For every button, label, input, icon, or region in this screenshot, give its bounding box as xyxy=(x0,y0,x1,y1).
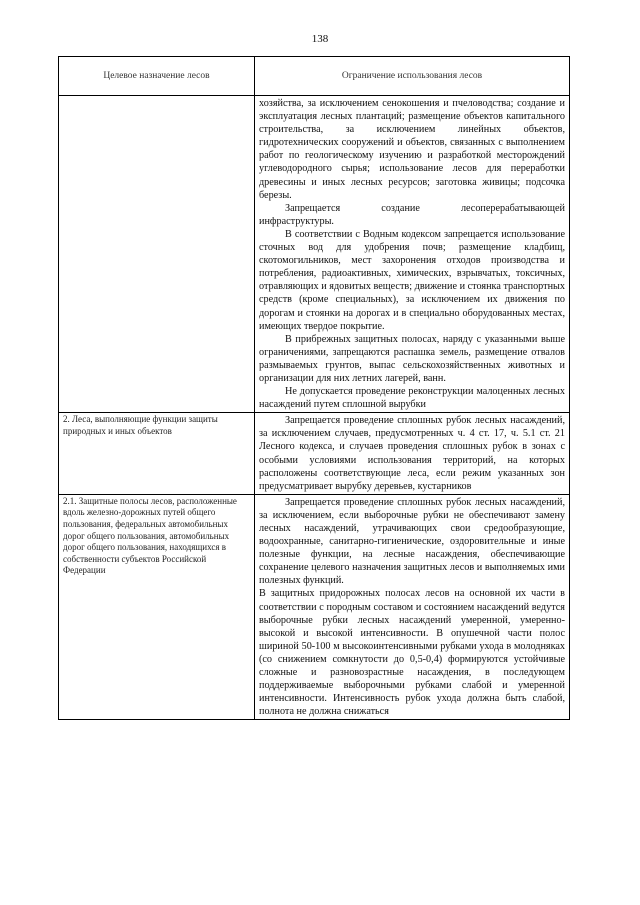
restriction-paragraph: В соответствии с Водным кодексом запрещается использование сточных вод для удобрения почв; размещение кладбищ, скотомогильников, мест захоронения отходов производства и потребления, радиоактивных, химических, взрывчатых, токсичных, отравляющих и ядовитых веществ; движение и стоянка транспортных средств (кроме специальных), за исключением их движения по дорогам и стоянки на дорогах и в специально оборудованных местах, имеющих твердое покрытие. xyxy=(259,228,565,332)
table-row xyxy=(59,494,570,720)
forest-purpose-cell xyxy=(59,96,255,413)
forest-purpose-cell: 2.1. Защитные полосы лесов, расположенные вдоль железно-дорожных путей общего пользования, федеральных автомобильных дорог общего пользования, автомобильных дорог общего пользования, находящихся в собственности субъектов Российской Федерации xyxy=(59,494,255,720)
header-forest-purpose: Целевое назначение лесов xyxy=(59,57,255,96)
table-header-row xyxy=(59,57,570,96)
restriction-paragraph: Запрещается проведение сплошных рубок лесных насаждений, за исключением, если выборочные рубки не обеспечивают замену лесных насаждений, утрачивающих свои средообразующие, водоохранные, санитарно-гигиенические, оздоровительные и иные полезные функции, на лесные насаждения, обеспечивающие сохранение целевого назначения защитных лесов и выполняемых ими полезных функций. xyxy=(259,496,565,587)
forest-purpose-cell: 2. Леса, выполняющие функции защиты природных и иных объектов xyxy=(59,413,255,495)
restriction-paragraph: В прибрежных защитных полосах, наряду с указанными выше ограничениями, запрещаются распашка земель, размещение отвалов размываемых грунтов, выпас сельскохозяйственных животных и организации для них летних лагерей, ванн. xyxy=(259,333,565,384)
restriction-paragraph: Запрещается проведение сплошных рубок лесных насаждений, за исключением случаев, предусмотренных ч. 4 ст. 17, ч. 5.1 ст. 21 Лесного кодекса, и случаев проведения сплошных рубок в зонах с особыми условиями использования территорий, на которых расположены соответствующие леса, если режим указанных зон предусматривает вырубку деревьев, кустарников xyxy=(259,415,565,492)
page-number: 138 xyxy=(311,33,329,45)
restriction-paragraph: Запрещается создание лесоперерабатывающей инфраструктуры. xyxy=(259,202,565,227)
restriction-cell xyxy=(255,494,570,720)
restriction-cell xyxy=(255,96,570,413)
restriction-paragraph: Не допускается проведение реконструкции малоценных лесных насаждений путем сплошной вырубки xyxy=(259,386,565,411)
restriction-paragraph: В защитных придорожных полосах лесов на основной их части в соответствии с породным составом и состоянием насаждений ведутся выборочные рубки лесных насаждений умеренной, умеренно-высокой и высокой интенсивности. В опушечной части полос шириной 50-100 м высокоинтенсивными рубками ухода в молодняках (со снижением сомкнутости до 0,5-0,4) формируются устойчивые сложные и разновозрастные насаждения, в последующем поддерживаемые выборочными рубками слабой и умеренной интенсивности. Интенсивность рубок ухода должна быть слабой, полнота не должна снижаться xyxy=(259,588,565,718)
restrictions-table xyxy=(58,56,570,720)
table-row xyxy=(59,413,570,495)
restriction-cell xyxy=(255,413,570,495)
header-usage-restriction: Ограничение использования лесов xyxy=(255,57,570,96)
table-row xyxy=(59,96,570,413)
restriction-paragraph: хозяйства, за исключением сенокошения и пчеловодства; создание и эксплуатация лесных плантаций; размещение объектов капитального строительства, за исключением линейных объектов, гидротехнических сооружений и объектов, связанных с выполнением работ по геологическому изучению и разработкой месторождений углеводородного сырья; использование лесов для переработки древесины и иных лесных ресурсов; заготовка живицы; подсочка березы. xyxy=(259,98,565,201)
